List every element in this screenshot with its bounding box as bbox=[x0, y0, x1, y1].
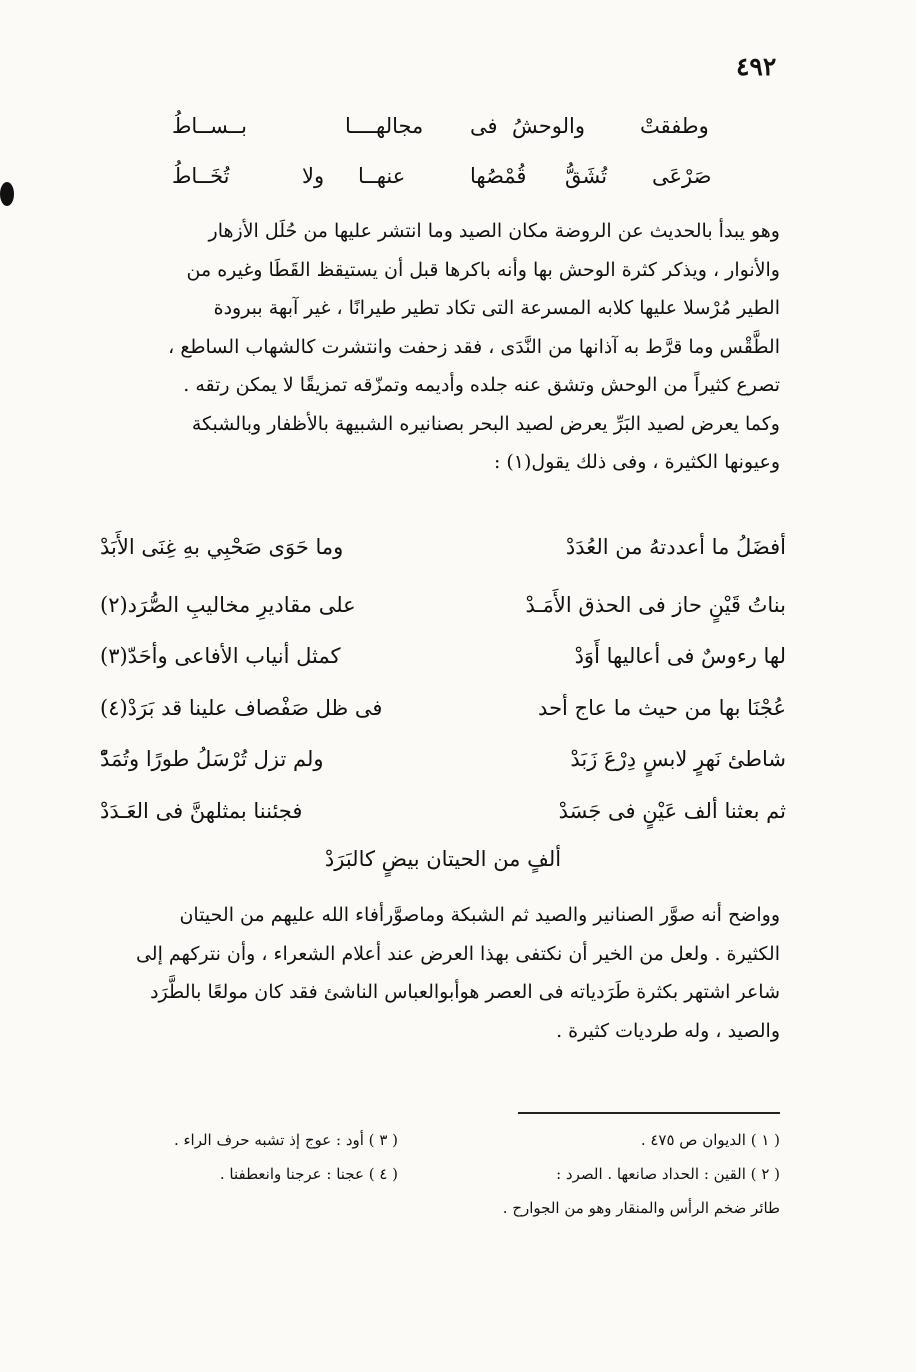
text-line: الطَّقْس وما قرَّط به آذانها من النَّدَى ، فقد زحفت وانتشرت كالشهاب الساطع ، bbox=[168, 335, 780, 358]
poem-hemistich-right: عُجْنَا بها من حيث ما عاج أحد bbox=[538, 696, 786, 720]
poem-verse-4 bbox=[100, 683, 786, 733]
text-line: وكما يعرض لصيد البَرِّ يعرض لصيد البحر بصنانيره الشبيهة بالأظفار وبالشبكة bbox=[191, 412, 780, 435]
poem-hemistich-right: شاطئ نَهرٍ لابسٍ دِرْعَ زَبَدْ bbox=[570, 747, 786, 771]
footnote-4: ( ٤ ) عجنا : عرجنا وانعطفنا . bbox=[219, 1165, 398, 1183]
poem-hemistich-right: بناتُ قَيْنٍ حاز فى الحذق الأَمَـدْ bbox=[525, 593, 786, 617]
text-line: تصرع كثيراً من الوحش وتشق عنه جلده وأديمه وتمزّقه تمزيقًا لا يمكن رتقه . bbox=[183, 374, 780, 396]
poem-hemistich-left: وما حَوَى صَحْبِي بهِ غِنَى الأَبَدْ bbox=[100, 535, 344, 559]
text-line: الطير مُرْسلا عليها كلابه المسرعة التى تكاد تطير طيرانًا ، غير آبهة ببرودة bbox=[213, 297, 780, 319]
text-line: وعيونها الكثيرة ، وفى ذلك يقول(١) : bbox=[493, 451, 780, 473]
verse-word: بــســاطُ bbox=[172, 114, 248, 138]
paragraph-2 bbox=[104, 896, 780, 1050]
verse-word: مجالهــــا bbox=[345, 114, 424, 138]
footnote-rule bbox=[518, 1112, 780, 1114]
poem-hemistich-left: ولم تزل تُرْسَلُ طورًا وتُمَدّْ bbox=[100, 747, 324, 771]
poem-hemistich-left: على مقاديرِ مخاليبِ الصُّرَد(٢) bbox=[100, 593, 356, 617]
verse-word: تُخَــاطُ bbox=[172, 164, 230, 188]
footnote-2-continued: طائر ضخم الرأس والمنقار وهو من الجوارح . bbox=[502, 1199, 780, 1217]
text-line: شاعر اشتهر بكثرة طَرَدياته فى العصر هوأبوالعباس الناشئ فقد كان مولعًا بالطَّرَد bbox=[150, 981, 780, 1003]
verse-word: فى bbox=[470, 114, 498, 138]
verse-word: والوحشُ bbox=[512, 114, 585, 138]
text-line: وهو يبدأ بالحديث عن الروضة مكان الصيد وما انتشر عليها من حُلَل الأزهار bbox=[208, 220, 780, 242]
verse-word: عنهــا bbox=[358, 164, 406, 188]
text-line: وواضح أنه صوَّر الصنانير والصيد ثم الشبكة وماصوَّرأفاء الله عليهم من الحيتان bbox=[179, 904, 780, 926]
poem-hemistich-right: لها رءوسٌ فى أعاليها أَوَدْ bbox=[574, 644, 786, 668]
verse-word: ولا bbox=[302, 164, 325, 188]
text-line: الكثيرة . ولعل من الخير أن نكتفى بهذا العرض عند أعلام الشعراء ، وأن نتركهم إلى bbox=[135, 942, 780, 965]
poem-verse-2 bbox=[100, 580, 786, 630]
opening-verse-line-2 bbox=[0, 156, 916, 196]
verse-word: تُشَقُّ bbox=[565, 164, 608, 188]
poem-final-line: ألفٍ من الحيتان بيضٍ كالبَرَدْ bbox=[324, 847, 562, 871]
verse-word: قُمْصُها bbox=[470, 164, 527, 188]
footnote-3: ( ٣ ) أود : عوج إذ تشبه حرف الراء . bbox=[173, 1131, 398, 1149]
opening-verse-line-1 bbox=[0, 106, 916, 146]
footnote-2: ( ٢ ) القين : الحداد صانعها . الصرد : bbox=[556, 1165, 780, 1183]
verse-word: صَرْعَى bbox=[652, 164, 712, 188]
poem-verse-3 bbox=[100, 631, 786, 681]
poem-hemistich-left: فجئننا بمثلهنَّ فى العَـدَدْ bbox=[100, 799, 303, 823]
poem-hemistich-right: ثم بعثنا ألف عَيْنٍ فى جَسَدْ bbox=[558, 799, 786, 823]
footnote-1: ( ١ ) الديوان ص ٤٧٥ . bbox=[640, 1131, 780, 1149]
text-line: والأنوار ، ويذكر كثرة الوحش بها وأنه باكرها قبل أن يستيقظ القَطَا وغيره من bbox=[186, 258, 780, 281]
paragraph-1 bbox=[104, 212, 780, 482]
poem-verse-5 bbox=[100, 734, 786, 784]
text-line: والصيد ، وله طرديات كثيرة . bbox=[556, 1019, 780, 1042]
verse-word: وطفقتْ bbox=[640, 114, 709, 138]
poem-hemistich-left: فى ظل صَفْصاف علينا قد بَرَدْ(٤) bbox=[100, 696, 383, 720]
poem-hemistich-right: أفضَلُ ما أعددتهُ من العُدَدْ bbox=[565, 535, 786, 559]
poem-verse-6 bbox=[100, 786, 786, 836]
page-number: ٤٩٢ bbox=[736, 52, 777, 81]
poem-verse-1 bbox=[100, 522, 786, 572]
poem-hemistich-left: كمثل أنياب الأفاعى وأحَدّ(٣) bbox=[100, 644, 341, 668]
